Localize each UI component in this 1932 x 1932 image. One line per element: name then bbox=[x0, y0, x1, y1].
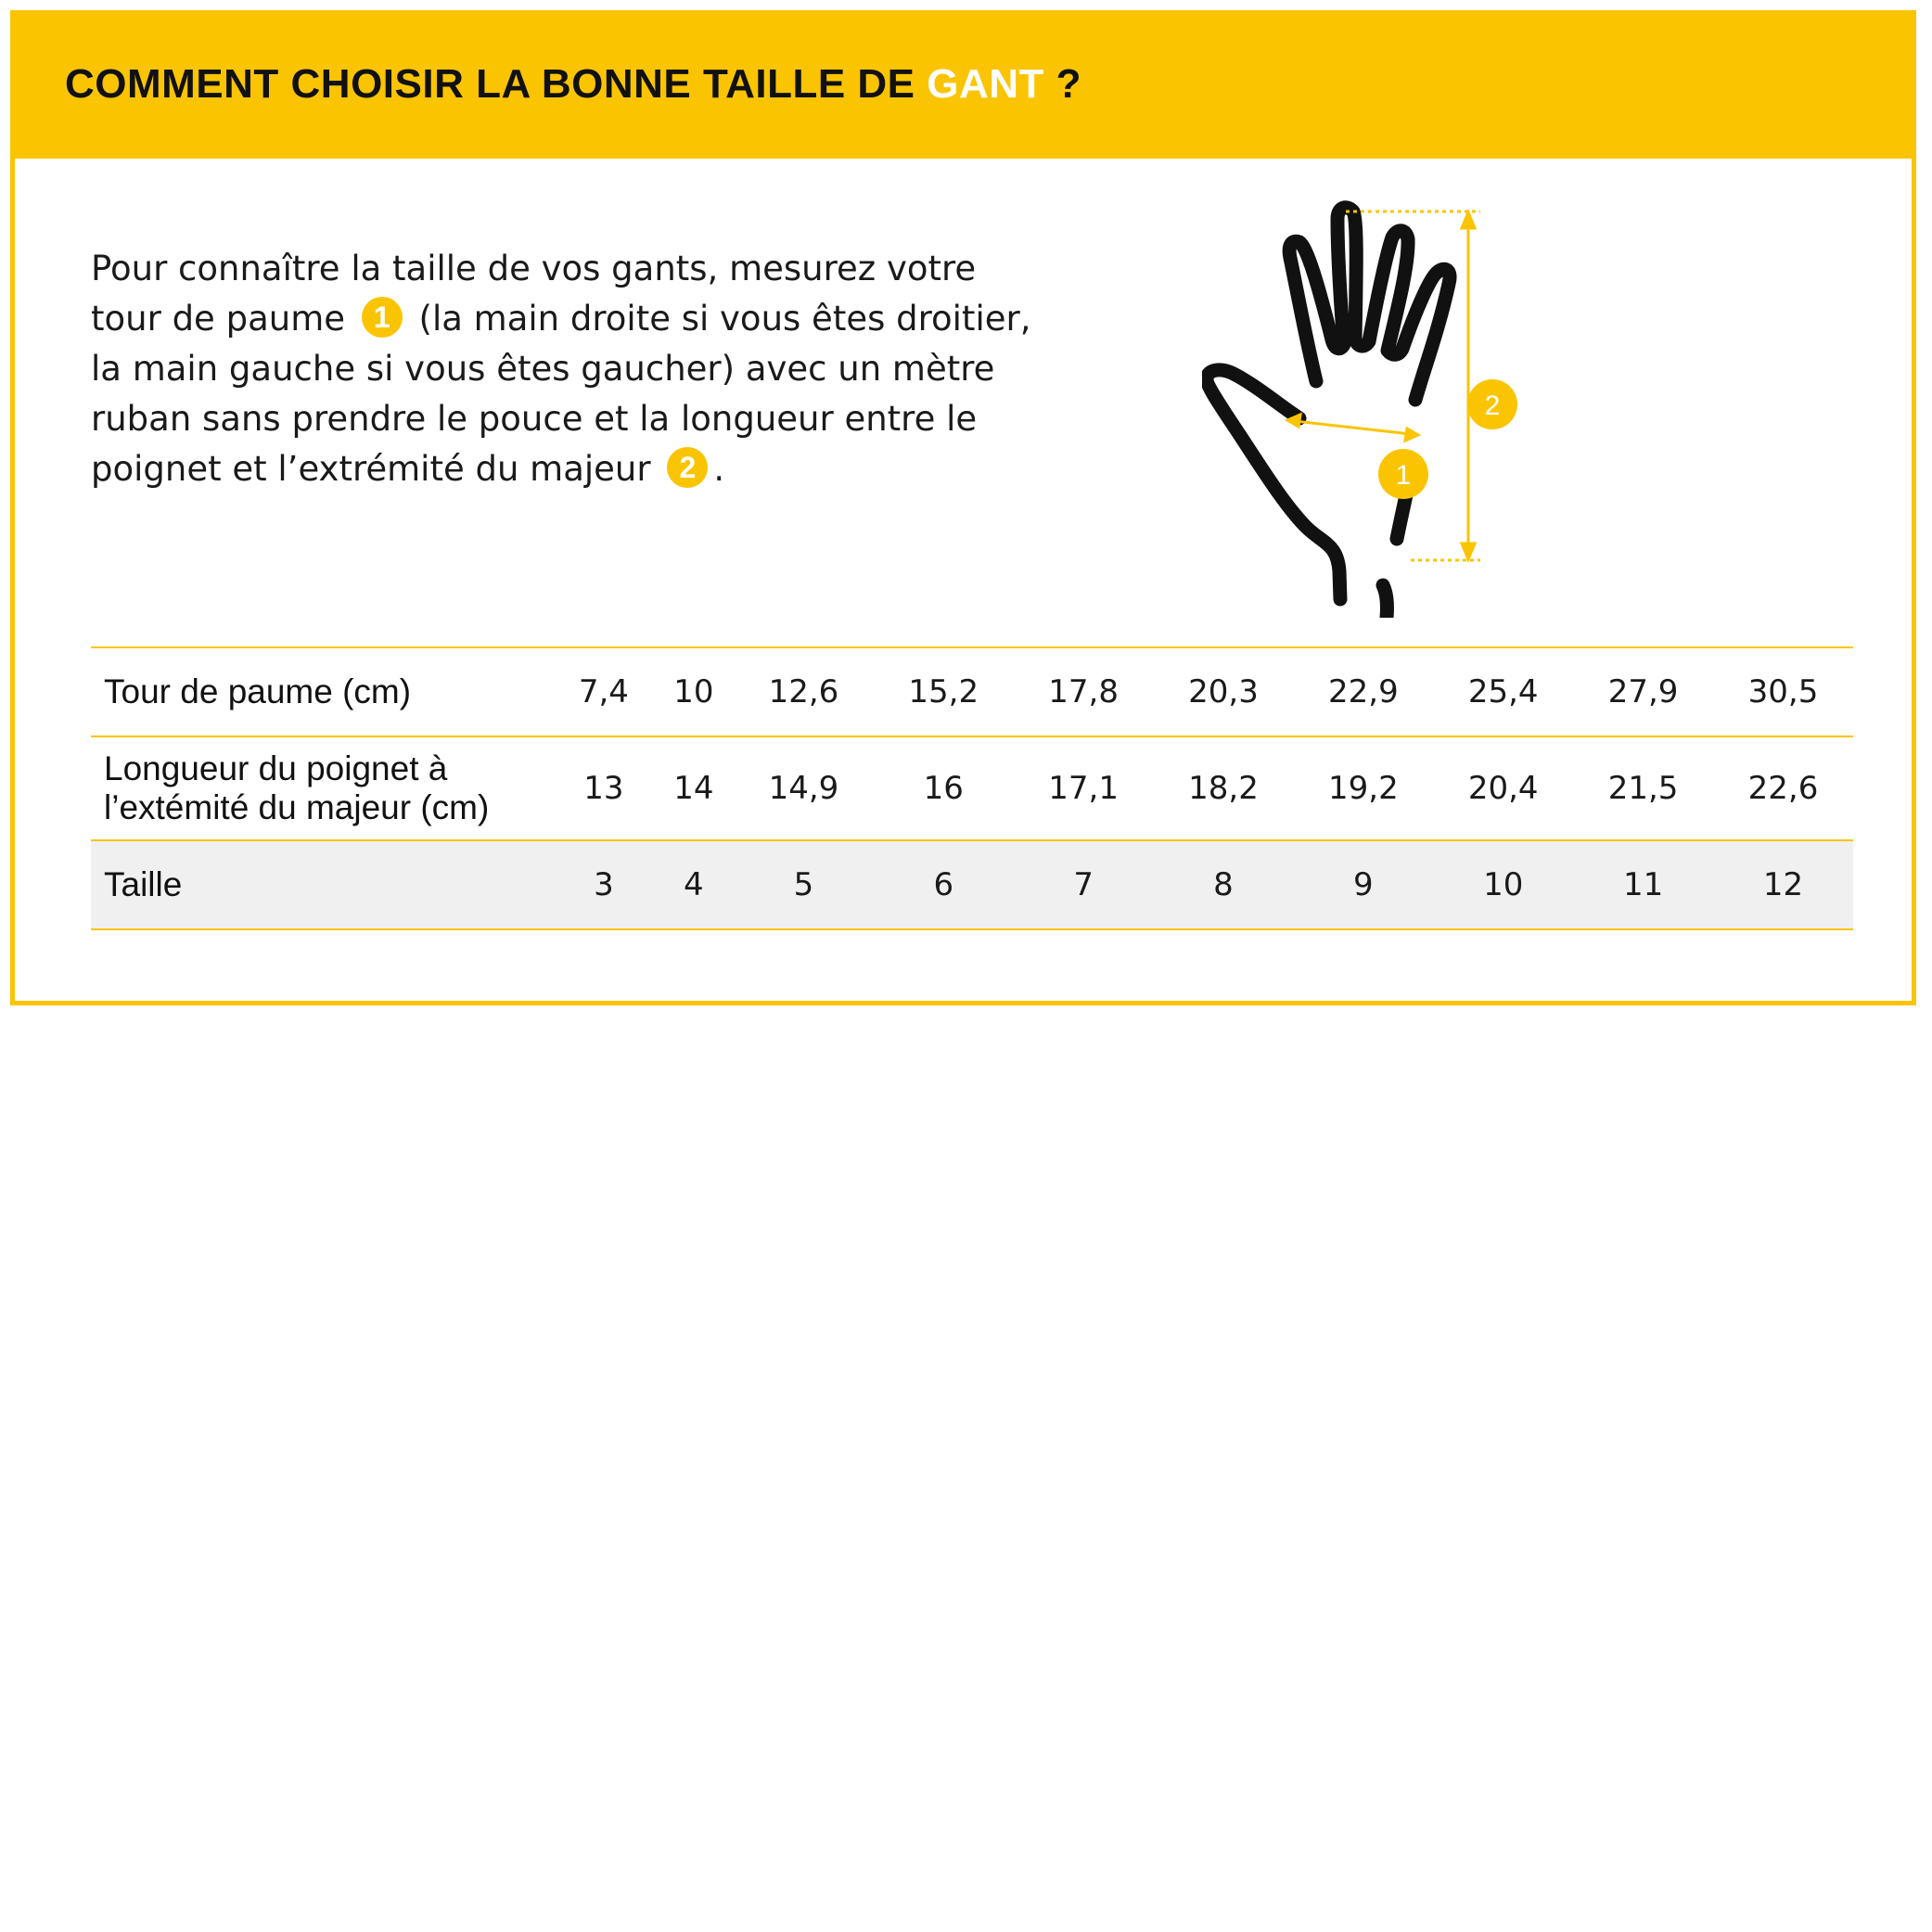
table-row-length bbox=[91, 736, 1853, 840]
table-cell: 22,6 bbox=[1747, 770, 1819, 807]
table-row-palm bbox=[91, 647, 1853, 736]
size-table bbox=[91, 646, 1853, 930]
badge-1: 1 bbox=[362, 297, 403, 338]
hand-measure-diagram bbox=[1202, 200, 1610, 618]
table-cell: 11 bbox=[1622, 866, 1664, 903]
table-cell: 20,3 bbox=[1188, 673, 1259, 710]
intro-text-2: (la main droite si vous êtes droitier, la main gauche si vous êtes gaucher) avec un mètre ruban sans prendre le pouce et la longueur entre le poignet et l’extrémité du majeur bbox=[91, 299, 1031, 489]
row-label: Taille bbox=[104, 865, 183, 903]
table-cell: 8 bbox=[1213, 866, 1234, 903]
table-cell: 6 bbox=[933, 866, 954, 903]
table-cell: 22,9 bbox=[1328, 673, 1399, 710]
table-cell: 10 bbox=[1483, 866, 1524, 903]
page-title bbox=[65, 61, 1081, 108]
title-end: ? bbox=[1043, 61, 1082, 107]
table-cell: 3 bbox=[594, 866, 614, 903]
intro-text-1: Pour connaître la taille de vos gants, mesurez votre tour de paume bbox=[91, 249, 977, 339]
table-cell: 21,5 bbox=[1607, 770, 1679, 807]
row-label: Longueur du poignet à l’extémité du majeur (cm) bbox=[104, 749, 490, 826]
table-cell: 17,8 bbox=[1048, 673, 1119, 710]
table-cell: 5 bbox=[793, 866, 814, 903]
table-cell: 30,5 bbox=[1747, 673, 1819, 710]
header-banner bbox=[15, 15, 1912, 159]
table-cell: 12 bbox=[1762, 866, 1804, 903]
table-cell: 19,2 bbox=[1328, 770, 1399, 807]
title-main: COMMENT CHOISIR LA BONNE TAILLE DE bbox=[65, 61, 928, 107]
length-label: 2 bbox=[1484, 390, 1501, 421]
intro-paragraph bbox=[91, 244, 1046, 494]
palm-label-badge bbox=[1378, 449, 1428, 499]
table-cell: 17,1 bbox=[1048, 770, 1119, 807]
table-cell: 25,4 bbox=[1467, 673, 1539, 710]
table-cell: 20,4 bbox=[1467, 770, 1539, 807]
table-cell: 15,2 bbox=[908, 673, 979, 710]
hand-outline-icon bbox=[1207, 208, 1450, 618]
table-cell: 14 bbox=[673, 770, 714, 807]
size-guide-card bbox=[10, 10, 1916, 1005]
length-label-badge bbox=[1467, 379, 1517, 429]
table-cell: 10 bbox=[673, 673, 714, 710]
table-cell: 18,2 bbox=[1188, 770, 1259, 807]
table-cell: 27,9 bbox=[1607, 673, 1679, 710]
table-cell: 9 bbox=[1353, 866, 1374, 903]
table-cell: 7 bbox=[1073, 866, 1094, 903]
table-cell: 7,4 bbox=[578, 673, 629, 710]
table-cell: 4 bbox=[684, 866, 704, 903]
row-label: Tour de paume (cm) bbox=[104, 672, 412, 710]
table-cell: 16 bbox=[923, 770, 964, 807]
title-highlight: GANT bbox=[927, 61, 1044, 107]
palm-arrow-icon bbox=[1287, 415, 1418, 441]
table-row-size bbox=[91, 840, 1853, 929]
intro-text-3: . bbox=[713, 449, 725, 489]
badge-2: 2 bbox=[667, 447, 708, 488]
palm-label: 1 bbox=[1395, 460, 1412, 491]
table-cell: 13 bbox=[583, 770, 624, 807]
table-cell: 14,9 bbox=[768, 770, 839, 807]
table-cell: 12,6 bbox=[768, 673, 839, 710]
